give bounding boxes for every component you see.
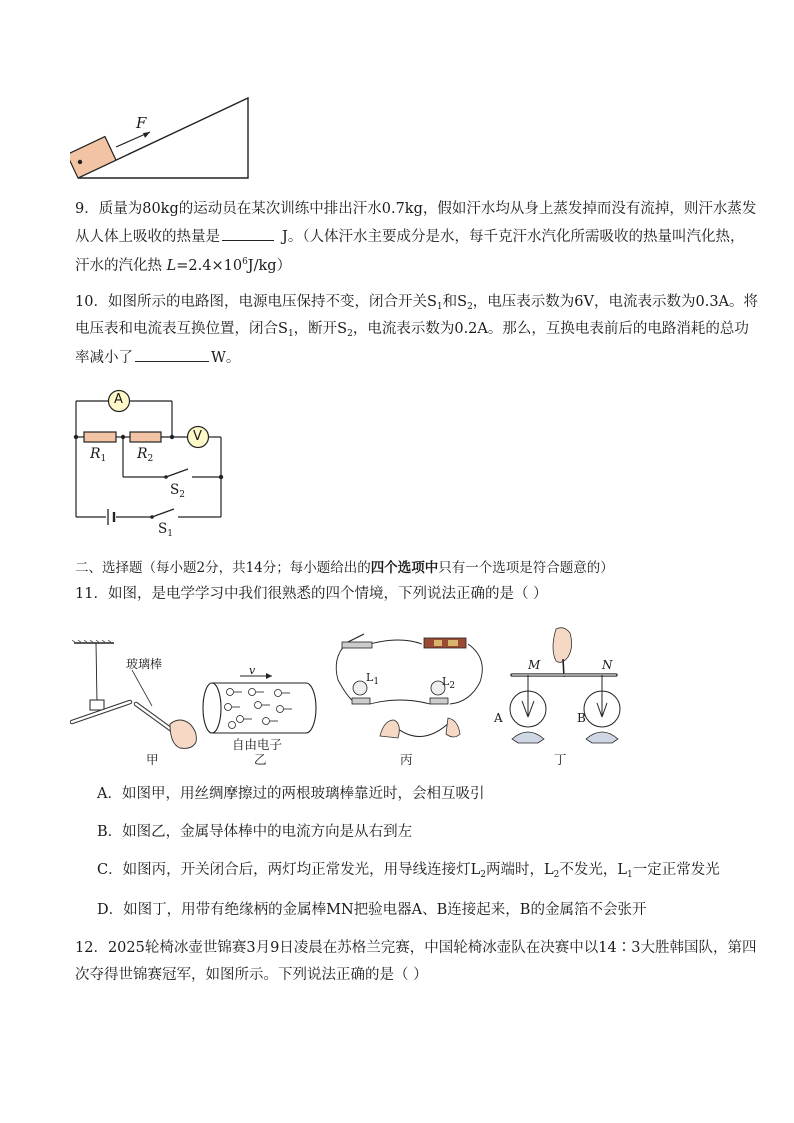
section2-heading-b: 只有一个选项是符合题意的） bbox=[438, 560, 614, 576]
s2-label bbox=[170, 482, 185, 500]
q9-line3 bbox=[75, 252, 291, 276]
q12-line2: 次夺得世锦赛冠军，如图所示。下列说法正确的是（ ） bbox=[75, 967, 428, 983]
q10-l1a: 10．如图所示的电路图，电源电压保持不变，闭合开关S bbox=[75, 294, 437, 310]
q9-line2-pre: 从人体上吸收的热量是 bbox=[75, 229, 220, 245]
s1-sub: 1 bbox=[167, 529, 173, 539]
s1-letter: S bbox=[158, 521, 168, 537]
velocity-label: v bbox=[249, 664, 256, 677]
r1-label bbox=[90, 446, 106, 464]
r1-letter: R bbox=[90, 446, 101, 462]
r2-letter: R bbox=[137, 446, 148, 462]
q10-l1b: 和S bbox=[442, 294, 468, 310]
q11-option-c[interactable] bbox=[97, 860, 720, 885]
fig-bing bbox=[330, 632, 490, 750]
circuit-diagram bbox=[70, 385, 230, 545]
optc-a: C．如图丙，开关闭合后，两灯均正常发光，用导线连接灯L bbox=[97, 862, 481, 878]
l1-label bbox=[366, 671, 379, 687]
q10-line1 bbox=[75, 292, 758, 317]
free-electron-label: 自由电子 bbox=[232, 737, 283, 752]
optc-sub1: 2 bbox=[480, 870, 486, 880]
q12-line1: 12．2025轮椅冰壶世锦赛3月9日凌晨在苏格兰完赛，中国轮椅冰壶队在决赛中以14∶3大胜韩国队，第四 bbox=[75, 940, 757, 956]
q11-option-a[interactable]: A．如图甲，用丝绸摩擦过的两根玻璃棒靠近时，会相互吸引 bbox=[97, 786, 485, 802]
caption-bing: 丙 bbox=[400, 752, 413, 767]
glass-rod-label: 玻璃棒 bbox=[126, 657, 163, 671]
ammeter-label: A bbox=[114, 392, 123, 407]
q10-l1-sub2: 2 bbox=[467, 302, 473, 312]
s1-label bbox=[158, 521, 173, 539]
q9-unit: J/kg） bbox=[247, 258, 292, 274]
optc-sub2: 2 bbox=[553, 870, 560, 880]
section2-heading-a: 二、选择题（每小题2分，共14分；每小题给出的 bbox=[75, 560, 371, 576]
q9-answer-blank[interactable] bbox=[222, 226, 274, 241]
q10-l2c: ，电流表示数为0.2A。那么，互换电表前后的电路消耗的总功 bbox=[352, 321, 749, 337]
q10-l2b: ，断开S bbox=[293, 321, 348, 337]
optc-sub3: 1 bbox=[626, 870, 633, 880]
r2-sub: 2 bbox=[147, 454, 154, 464]
q10-line3 bbox=[75, 347, 240, 368]
q9-eq: =2.4×10 bbox=[176, 258, 243, 274]
q10-l3-pre: 率减小了 bbox=[75, 350, 133, 366]
l1-letter: L bbox=[366, 671, 374, 684]
label-B: B bbox=[577, 711, 586, 725]
q11-stem: 11．如图，是电学学习中我们很熟悉的四个情境，下列说法正确的是（ ） bbox=[75, 586, 548, 602]
l2-sub: 2 bbox=[449, 681, 456, 691]
caption-ding: 丁 bbox=[554, 752, 567, 767]
q9-exp: 6 bbox=[242, 257, 248, 267]
q10-l2-sub2: 2 bbox=[347, 329, 353, 339]
caption-jia: 甲 bbox=[146, 752, 159, 767]
q9-line1: 9．质量为80kg的运动员在某次训练中排出汗水0.7kg，假如汗水均从身上蒸发掉而没有流掉，则汗水蒸发 bbox=[75, 201, 757, 217]
q9-line3-pre: 汗水的汽化热 bbox=[75, 258, 167, 274]
caption-yi: 乙 bbox=[254, 752, 267, 767]
q9-line2-post: J。（人体汗水主要成分是水，每千克汗水汽化所需吸收的热量叫汽化热， bbox=[282, 229, 745, 245]
force-label: F bbox=[136, 114, 147, 132]
incline-figure bbox=[70, 92, 260, 184]
s2-sub: 2 bbox=[179, 490, 185, 500]
q10-l2a: 电压表和电流表互换位置，闭合S bbox=[75, 321, 288, 337]
fig-ding bbox=[490, 625, 640, 750]
q10-l1c: ，电压表示数为6V，电流表示数为0.3A。将 bbox=[472, 294, 759, 310]
label-N: N bbox=[602, 658, 613, 672]
q10-l2-sub1: 1 bbox=[287, 329, 294, 339]
q10-answer-blank[interactable] bbox=[135, 347, 209, 362]
optc-b: 两端时，L bbox=[485, 862, 554, 878]
voltmeter-label: V bbox=[193, 429, 202, 444]
fig-yi bbox=[200, 665, 320, 740]
l2-letter: L bbox=[442, 675, 450, 688]
q10-line2 bbox=[75, 319, 749, 344]
optc-d: 一定正常发光 bbox=[632, 862, 720, 878]
s2-letter: S bbox=[170, 482, 180, 498]
q9-var-L: L bbox=[166, 258, 177, 274]
section2-heading-bold: 四个选项中 bbox=[370, 560, 439, 576]
q10-l1-sub1: 1 bbox=[436, 302, 443, 312]
label-M: M bbox=[528, 658, 541, 672]
l2-label bbox=[442, 675, 455, 691]
q11-option-d[interactable]: D．如图丁，用带有绝缘柄的金属棒MN把验电器A、B连接起来，B的金属箔不会张开 bbox=[97, 902, 647, 918]
r2-label bbox=[137, 446, 153, 464]
optc-c: 不发光，L bbox=[559, 862, 627, 878]
r1-sub: 1 bbox=[100, 454, 107, 464]
q11-option-b[interactable]: B．如图乙，金属导体棒中的电流方向是从右到左 bbox=[97, 824, 413, 840]
section2-heading bbox=[75, 558, 614, 578]
q9-line2 bbox=[75, 226, 745, 247]
q10-l3-post: W。 bbox=[211, 350, 241, 366]
label-A: A bbox=[494, 711, 503, 725]
l1-sub: 1 bbox=[373, 677, 380, 687]
